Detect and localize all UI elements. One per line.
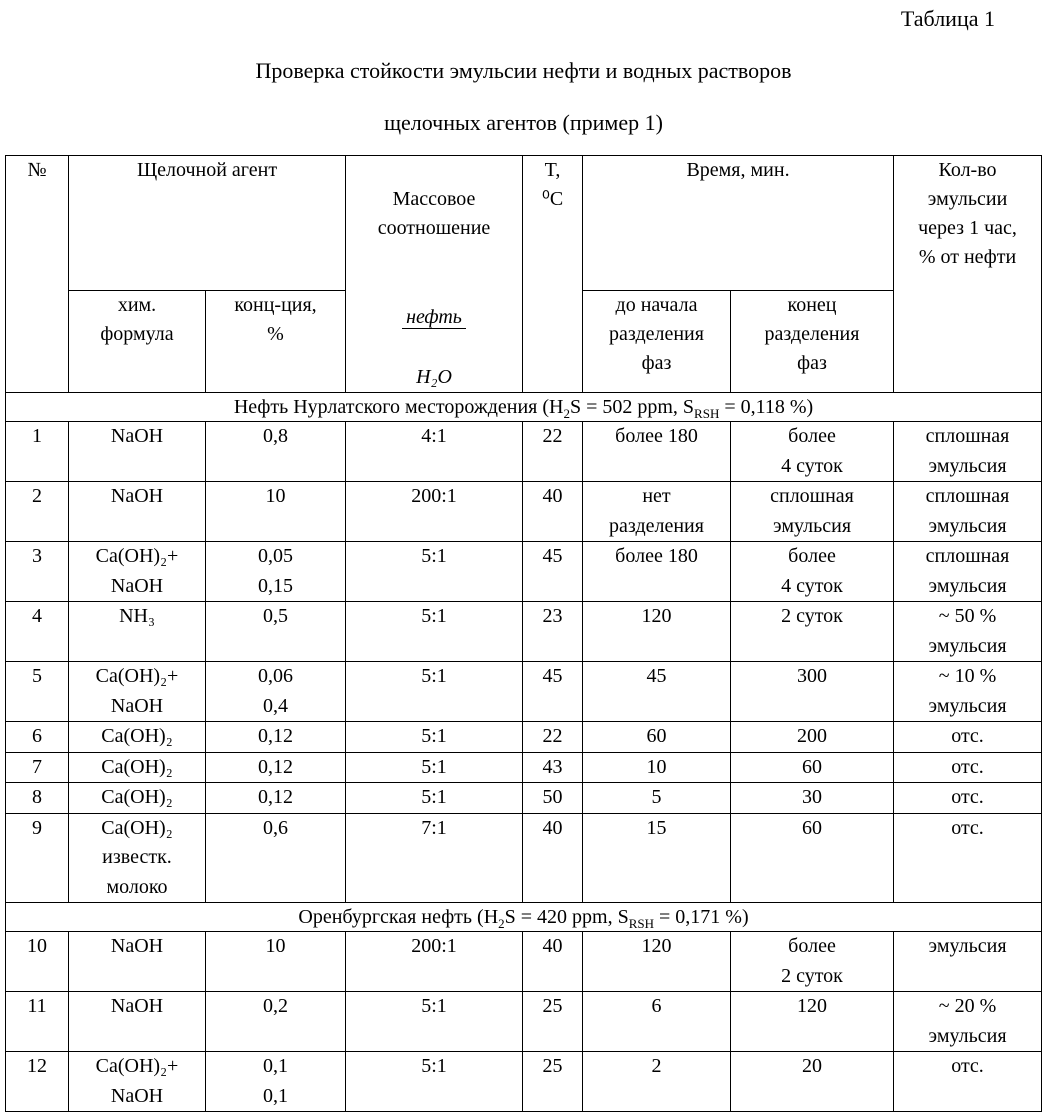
formula-cell: NaOH [69,992,206,1052]
emulsion-amount-cell: отс. [894,1052,1042,1112]
header-row-1 [6,156,1042,291]
section-title-sub: RSH [629,916,654,931]
table-row [6,1052,1042,1112]
header-agent: Щелочной агент [69,156,346,291]
header-ratio [346,156,523,393]
emulsion-amount-cell: отс. [894,783,1042,814]
formula-cell: Ca(OH)₂ [69,783,206,814]
header-conc: конц-ция, % [206,291,346,393]
mass-ratio-cell: 5:1 [346,752,523,783]
section-title-text: = 0,171 %) [654,906,749,928]
concentration-cell: 0,6 [206,813,346,903]
formula-cell: NaOH [69,422,206,482]
mass-ratio-cell: 7:1 [346,813,523,903]
time-end-cell: 60 [731,813,894,903]
row-number-cell: 7 [6,752,69,783]
ratio-numerator: нефть [402,306,466,329]
table-row [6,783,1042,814]
temperature-cell: 45 [523,542,583,602]
emulsion-amount-cell: ~ 10 % эмульсия [894,662,1042,722]
concentration-cell: 0,12 [206,722,346,753]
section-title-text: = 0,118 %) [719,396,813,418]
table-row [6,932,1042,992]
time-end-cell: 2 суток [731,602,894,662]
time-end-cell: 300 [731,662,894,722]
table-row [6,542,1042,602]
formula-cell: NaOH [69,932,206,992]
row-number-cell: 10 [6,932,69,992]
mass-ratio-cell: 4:1 [346,422,523,482]
formula-cell: Ca(OH)₂ [69,752,206,783]
table-row [6,992,1042,1052]
header-time-start: до начала разделения фаз [583,291,731,393]
time-start-cell: 120 [583,602,731,662]
mass-ratio-cell: 5:1 [346,992,523,1052]
temperature-cell: 45 [523,662,583,722]
time-start-cell: 45 [583,662,731,722]
formula-cell: Ca(OH)₂ [69,722,206,753]
section-title [6,903,1042,932]
section-header-row [6,393,1042,422]
temperature-cell: 22 [523,722,583,753]
emulsion-amount-cell: сплошная эмульсия [894,422,1042,482]
row-number-cell: 3 [6,542,69,602]
formula-cell: NH₃ [69,602,206,662]
time-end-cell: более 4 суток [731,422,894,482]
time-start-cell: 6 [583,992,731,1052]
row-number-cell: 8 [6,783,69,814]
emulsion-amount-cell: отс. [894,813,1042,903]
mass-ratio-cell: 5:1 [346,722,523,753]
time-end-cell: 200 [731,722,894,753]
concentration-cell: 0,2 [206,992,346,1052]
header-time-end: конец разделения фаз [731,291,894,393]
section-title-text: S = 420 ppm, S [505,906,629,928]
time-start-cell: нет разделения [583,482,731,542]
row-number-cell: 9 [6,813,69,903]
temperature-cell: 25 [523,992,583,1052]
time-start-cell: 5 [583,783,731,814]
temperature-cell: 40 [523,932,583,992]
concentration-cell: 0,05 0,15 [206,542,346,602]
concentration-cell: 0,06 0,4 [206,662,346,722]
row-number-cell: 11 [6,992,69,1052]
mass-ratio-cell: 200:1 [346,932,523,992]
mass-ratio-cell: 5:1 [346,1052,523,1112]
concentration-cell: 0,8 [206,422,346,482]
time-end-cell: 20 [731,1052,894,1112]
mass-ratio-cell: 5:1 [346,602,523,662]
row-number-cell: 12 [6,1052,69,1112]
table-row [6,722,1042,753]
concentration-cell: 0,5 [206,602,346,662]
section-title-text: Нефть Нурлатского месторождения (H [234,396,564,418]
temperature-cell: 43 [523,752,583,783]
time-end-cell: 120 [731,992,894,1052]
emulsion-amount-cell: сплошная эмульсия [894,542,1042,602]
emulsion-amount-cell: ~ 20 % эмульсия [894,992,1042,1052]
formula-cell: Ca(OH)₂+ NaOH [69,1052,206,1112]
row-number-cell: 5 [6,662,69,722]
emulsion-amount-cell: ~ 50 % эмульсия [894,602,1042,662]
section-title-text: S = 502 ppm, S [570,396,694,418]
table-title-line2: щелочных агентов (пример 1) [0,110,1047,136]
header-temp: T, ⁰C [523,156,583,393]
time-end-cell: 60 [731,752,894,783]
table-row [6,482,1042,542]
section-title-sub: RSH [694,406,719,421]
concentration-cell: 0,1 0,1 [206,1052,346,1112]
mass-ratio-cell: 5:1 [346,783,523,814]
concentration-cell: 10 [206,932,346,992]
row-number-cell: 2 [6,482,69,542]
concentration-cell: 0,12 [206,752,346,783]
section-title [6,393,1042,422]
time-end-cell: более 2 суток [731,932,894,992]
time-start-cell: 10 [583,752,731,783]
emulsion-amount-cell: эмульсия [894,932,1042,992]
emulsion-amount-cell: отс. [894,752,1042,783]
row-number-cell: 4 [6,602,69,662]
table-row [6,752,1042,783]
concentration-cell: 10 [206,482,346,542]
temperature-cell: 50 [523,783,583,814]
temperature-cell: 23 [523,602,583,662]
formula-cell: Ca(OH)₂ известк. молоко [69,813,206,903]
table-title-line1: Проверка стойкости эмульсии нефти и водных растворов [0,58,1047,84]
formula-cell: Ca(OH)₂+ NaOH [69,542,206,602]
header-ratio-label: Массовое соотношение [378,188,491,239]
temperature-cell: 40 [523,813,583,903]
row-number-cell: 6 [6,722,69,753]
mass-ratio-cell: 5:1 [346,542,523,602]
formula-cell: Ca(OH)₂+ NaOH [69,662,206,722]
section-header-row [6,903,1042,932]
time-start-cell: 60 [583,722,731,753]
table-row [6,602,1042,662]
ratio-fraction [402,272,466,392]
table-caption: Таблица 1 [901,6,995,32]
time-start-cell: более 180 [583,542,731,602]
concentration-cell: 0,12 [206,783,346,814]
section-title-sub: 2 [563,406,570,421]
header-num: № [6,156,69,393]
header-time: Время, мин. [583,156,894,291]
temperature-cell: 22 [523,422,583,482]
mass-ratio-cell: 200:1 [346,482,523,542]
table-row [6,662,1042,722]
mass-ratio-cell: 5:1 [346,662,523,722]
header-emulsion: Кол-во эмульсии через 1 час, % от нефти [894,156,1042,393]
time-start-cell: 120 [583,932,731,992]
time-start-cell: 2 [583,1052,731,1112]
table-row [6,813,1042,903]
section-title-sub: 2 [498,916,505,931]
ratio-denominator: H₂O [416,366,452,388]
temperature-cell: 25 [523,1052,583,1112]
header-formula: хим. формула [69,291,206,393]
row-number-cell: 1 [6,422,69,482]
emulsion-amount-cell: отс. [894,722,1042,753]
formula-cell: NaOH [69,482,206,542]
results-table [5,155,1042,1112]
section-title-text: Оренбургская нефть (H [298,906,498,928]
time-start-cell: 15 [583,813,731,903]
time-end-cell: более 4 суток [731,542,894,602]
emulsion-amount-cell: сплошная эмульсия [894,482,1042,542]
temperature-cell: 40 [523,482,583,542]
table-row [6,422,1042,482]
time-start-cell: более 180 [583,422,731,482]
time-end-cell: сплошная эмульсия [731,482,894,542]
time-end-cell: 30 [731,783,894,814]
